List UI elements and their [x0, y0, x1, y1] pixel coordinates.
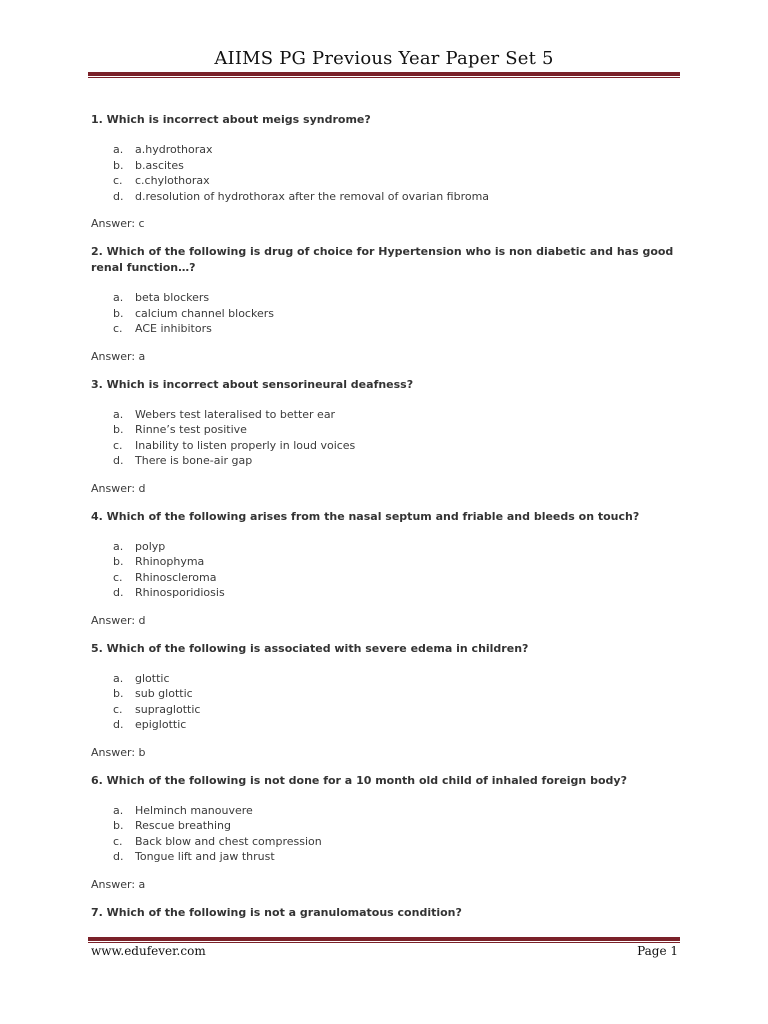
question-block [91, 773, 681, 893]
question-text: 4. Which of the following arises from the nasal septum and friable and bleeds on touch? [91, 509, 640, 523]
option-letter: c. [113, 702, 123, 716]
option-list [91, 803, 681, 865]
question-block [91, 377, 681, 497]
option-item [91, 717, 681, 733]
option-item [91, 189, 681, 205]
footer-divider [88, 937, 680, 943]
option-list [91, 671, 681, 733]
option-letter: d. [113, 189, 124, 203]
option-item [91, 671, 681, 687]
option-text: calcium channel blockers [135, 306, 274, 320]
option-item [91, 173, 681, 189]
option-item [91, 818, 681, 834]
option-letter: a. [113, 291, 124, 304]
option-text: Back blow and chest compression [135, 834, 322, 848]
option-letter: d. [113, 850, 124, 863]
option-list [91, 407, 681, 469]
option-item [91, 407, 681, 423]
option-item [91, 803, 681, 819]
option-letter: c. [113, 438, 123, 452]
option-letter: c. [113, 322, 123, 335]
option-item [91, 321, 681, 337]
option-item [91, 570, 681, 586]
option-letter: a. [113, 143, 124, 156]
option-letter: a. [113, 407, 124, 421]
question-text: 1. Which is incorrect about meigs syndrome? [91, 113, 371, 126]
header-divider [88, 72, 680, 78]
option-letter: d. [113, 586, 124, 599]
option-item [91, 158, 681, 174]
option-text: Inability to listen properly in loud voices [135, 438, 356, 452]
answer-text: Answer: d [91, 613, 146, 627]
option-text: Rinne’s test positive [135, 423, 247, 436]
option-item [91, 453, 681, 469]
option-text: glottic [135, 671, 170, 685]
option-item [91, 834, 681, 850]
question-block [91, 244, 681, 365]
option-item [91, 702, 681, 718]
option-letter: b. [113, 555, 124, 568]
option-text: d.resolution of hydrothorax after the removal of ovarian fibroma [135, 189, 490, 203]
option-text: Tongue lift and jaw thrust [135, 850, 275, 863]
question-text: 3. Which is incorrect about sensorineural deafness? [91, 377, 414, 391]
option-text: Rhinoscleroma [135, 570, 217, 584]
option-text: Webers test lateralised to better ear [135, 407, 336, 421]
option-list [91, 290, 681, 337]
option-text: sub glottic [135, 687, 193, 700]
option-letter: b. [113, 306, 124, 320]
option-item [91, 438, 681, 454]
question-text: 2. Which of the following is drug of choice for Hypertension who is non diabetic and has good renal function…? [91, 245, 674, 274]
option-item [91, 554, 681, 570]
option-text: Rescue breathing [135, 819, 231, 832]
option-text: beta blockers [135, 291, 210, 304]
question-list [91, 112, 681, 933]
option-item [91, 585, 681, 601]
option-letter: b. [113, 687, 124, 700]
option-item [91, 142, 681, 158]
answer-text: Answer: c [91, 217, 145, 230]
option-list [91, 142, 681, 204]
question-block [91, 641, 681, 761]
option-item [91, 290, 681, 306]
option-letter: a. [113, 803, 124, 817]
question-text: 6. Which of the following is not done for a 10 month old child of inhaled foreign body? [91, 773, 627, 787]
answer-text: Answer: a [91, 877, 146, 891]
option-letter: c. [113, 570, 123, 584]
option-text: c.chylothorax [135, 174, 210, 187]
answer-text: Answer: a [91, 349, 146, 363]
question-text: 7. Which of the following is not a granulomatous condition? [91, 905, 462, 919]
option-letter: d. [113, 718, 124, 731]
option-letter: d. [113, 454, 124, 467]
answer-text: Answer: d [91, 481, 146, 495]
question-block [91, 509, 681, 629]
option-letter: c. [113, 834, 123, 848]
option-text: polyp [135, 539, 166, 553]
option-item [91, 306, 681, 322]
option-letter: a. [113, 539, 124, 553]
question-text: 5. Which of the following is associated with severe edema in children? [91, 641, 529, 655]
option-text: a.hydrothorax [135, 143, 213, 156]
option-text: Rhinophyma [135, 555, 205, 568]
page-number: Page 1 [637, 944, 678, 958]
option-letter: b. [113, 158, 124, 172]
option-letter: b. [113, 819, 124, 832]
option-list [91, 539, 681, 601]
option-item [91, 422, 681, 438]
option-letter: a. [113, 671, 124, 685]
option-text: There is bone-air gap [135, 454, 253, 467]
footer-url[interactable]: www.edufever.com [91, 944, 206, 958]
option-item [91, 539, 681, 555]
question-block [91, 905, 681, 921]
option-text: supraglottic [135, 702, 201, 716]
option-text: epiglottic [135, 718, 187, 731]
option-text: Helminch manouvere [135, 803, 253, 817]
option-text: ACE inhibitors [135, 322, 212, 335]
question-block [91, 112, 681, 232]
page-title: AIIMS PG Previous Year Paper Set 5 [214, 48, 554, 69]
option-item [91, 849, 681, 865]
option-text: Rhinosporidiosis [135, 586, 225, 599]
option-letter: c. [113, 174, 123, 187]
option-item [91, 686, 681, 702]
option-text: b.ascites [135, 158, 184, 172]
option-letter: b. [113, 423, 124, 436]
answer-text: Answer: b [91, 745, 146, 759]
